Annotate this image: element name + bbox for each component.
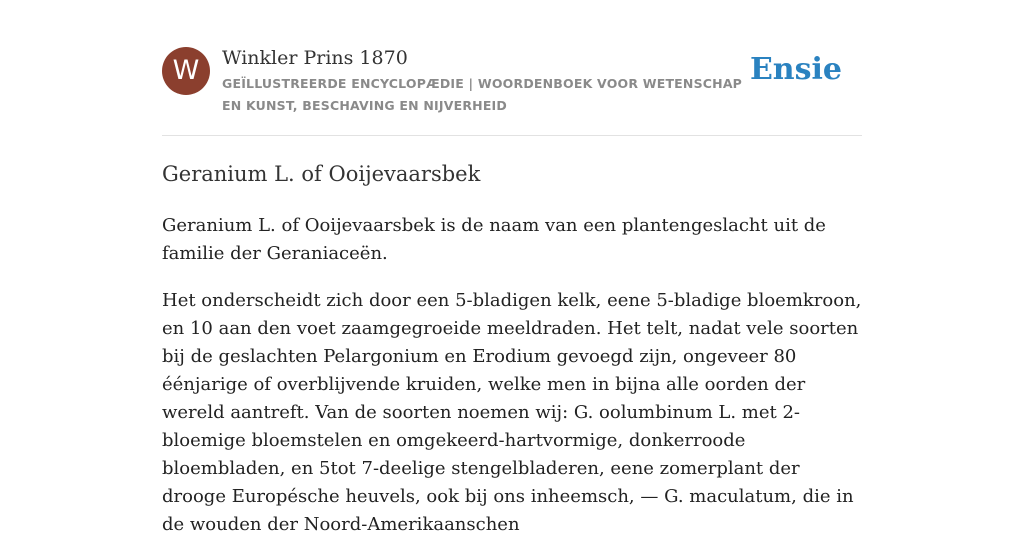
paragraph: Geranium L. of Ooijevaarsbek is de naam van een plantengeslacht uit de familie der Geraniaceën.: [162, 215, 826, 264]
paragraph: Het onderscheidt zich door een 5-bladigen kelk, eene 5-bladige bloemkroon, en 10 aan den voet zaamgegroeide meeldraden. Het telt, nadat vele soorten bij de geslachten Pelargonium en Erodium gevoegd zijn, ongeveer 80 éénjarige of overblijvende kruiden, welke men in bijna alle oorden der wereld aantreft. Van de soorten noemen wij: G. oolumbinum L. met 2-bloemige bloemstelen en omgekeerd-hartvormige, donkerroode bloembladen, en 5tot 7-deelige stengelbladeren, eene zomerplant der drooge Europésche heuvels, ook bij ons inheemsch, — G. maculatum, die in de wouden der Noord-Amerikaanschen: [162, 290, 862, 535]
avatar[interactable]: W: [162, 47, 210, 95]
page-content: [162, 0, 862, 535]
source-subtitle: GEÏLLUSTREERDE ENCYCLOPÆDIE | WOORDENBOEK VOOR WETENSCHAP EN KUNST, BESCHAVING EN NIJVERHEID: [222, 76, 743, 113]
article-body: [162, 212, 862, 558]
brand-logo[interactable]: Ensie: [749, 52, 842, 87]
source-title[interactable]: Winkler Prins 1870: [222, 47, 408, 69]
page-title: Geranium L. of Ooijevaarsbek: [162, 162, 481, 186]
source-header: [162, 0, 862, 136]
